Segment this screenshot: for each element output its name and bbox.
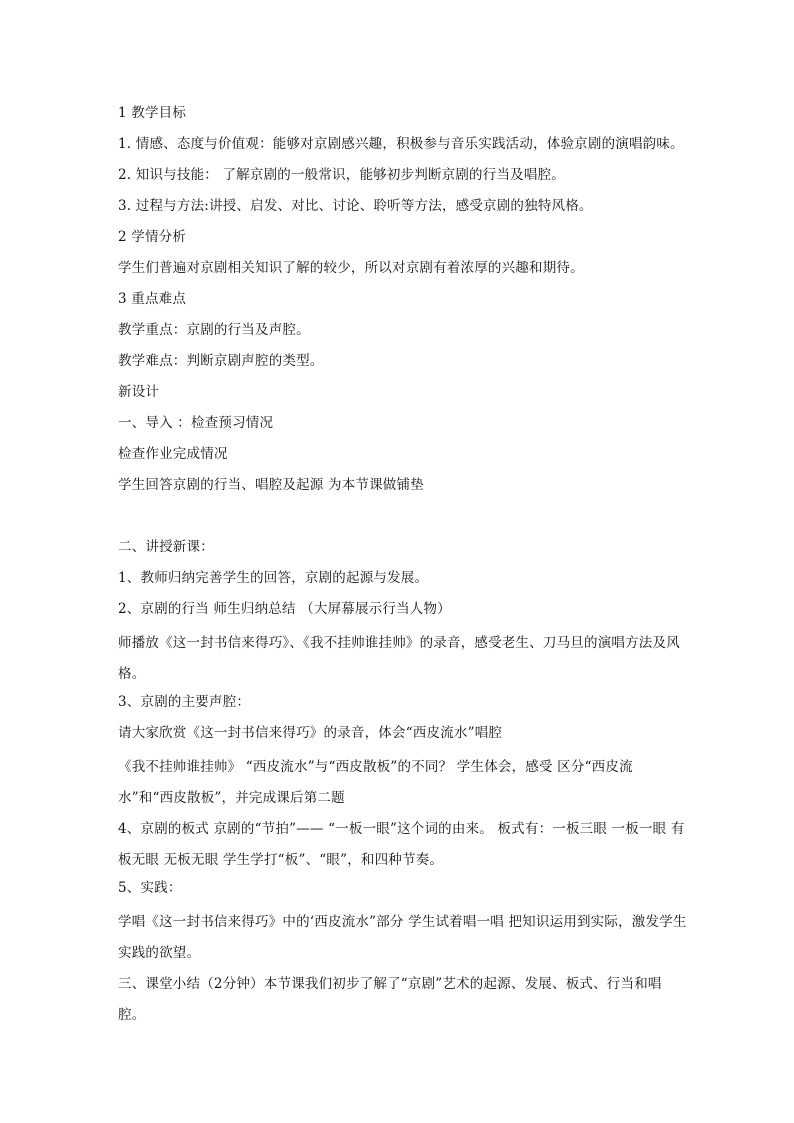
heading-new-design: 新设计 xyxy=(118,384,160,400)
heading-student-analysis: 2 学情分析 xyxy=(118,229,187,245)
section-intro: 一、导入 ：检查预习情况 xyxy=(118,415,274,431)
heading-teaching-goals: 1 教学目标 xyxy=(118,105,187,121)
intro-student-answer: 学生回答京剧的行当、唱腔及起源 为本节课做铺垫 xyxy=(118,477,424,493)
lesson-item-3-compare: 《我不挂帅谁挂帅》 “西皮流水”与“西皮散板”的不同？ 学生体会，感受 区分“西皮流水”和“西皮散板”，并完成课后第二题 xyxy=(118,759,633,806)
goal-1: 1. 情感、态度与价值观：能够对京剧感兴趣，积极参与音乐实践活动，体验京剧的演唱韵味。 xyxy=(118,136,684,152)
blank-line xyxy=(118,504,688,535)
goal-2: 2. 知识与技能： 了解京剧的一般常识，能够初步判断京剧的行当及唱腔。 xyxy=(118,167,565,183)
lesson-item-2: 2、京剧的行当 师生归纳总结 （大屏幕展示行当人物） xyxy=(118,601,451,617)
lesson-item-2-detail: 师播放《这一封书信来得巧》、《我不挂帅谁挂帅》的录音，感受老生、刀马旦的演唱方法及风格。 xyxy=(118,635,680,682)
lesson-item-3-appreciate: 请大家欣赏《这一封书信来得巧》的录音，体会“西皮流水”唱腔 xyxy=(118,725,503,741)
section-new-lesson: 二、讲授新课： xyxy=(118,539,214,555)
lesson-item-3: 3、京剧的主要声腔： xyxy=(118,694,251,710)
lesson-item-1: 1、教师归纳完善学生的回答，京剧的起源与发展。 xyxy=(118,570,429,586)
student-analysis-text: 学生们普遍对京剧相关知识了解的较少，所以对京剧有着浓厚的兴趣和期待。 xyxy=(118,260,584,276)
goal-3: 3. 过程与方法:讲授、启发、对比、讨论、聆听等方法，感受京剧的独特风格。 xyxy=(118,198,593,214)
lesson-item-5-detail: 学唱《这一封书信来得巧》中的‘西皮流水”部分 学生试着唱一唱 把知识运用到实际，激发学生实践的欲望。 xyxy=(118,914,687,961)
lesson-item-5: 5、实践： xyxy=(118,880,182,896)
key-point: 教学重点：京剧的行当及声腔。 xyxy=(118,322,310,338)
intro-check-homework: 检查作业完成情况 xyxy=(118,446,228,462)
document-body xyxy=(118,101,688,1031)
difficult-point: 教学难点：判断京剧声腔的类型。 xyxy=(118,353,324,369)
section-summary: 三、课堂小结（2分钟）本节课我们初步了解了“京剧”艺术的起源、发展、板式、行当和唱腔。 xyxy=(118,976,662,1023)
heading-key-points: 3 重点难点 xyxy=(118,291,187,307)
lesson-item-4: 4、京剧的板式 京剧的“节拍”—— “一板一眼”这个词的由来。 板式有：一板三眼 一板一眼 有板无眼 无板无眼 学生学打“板”、“眼”，和四种节奏。 xyxy=(118,821,685,868)
